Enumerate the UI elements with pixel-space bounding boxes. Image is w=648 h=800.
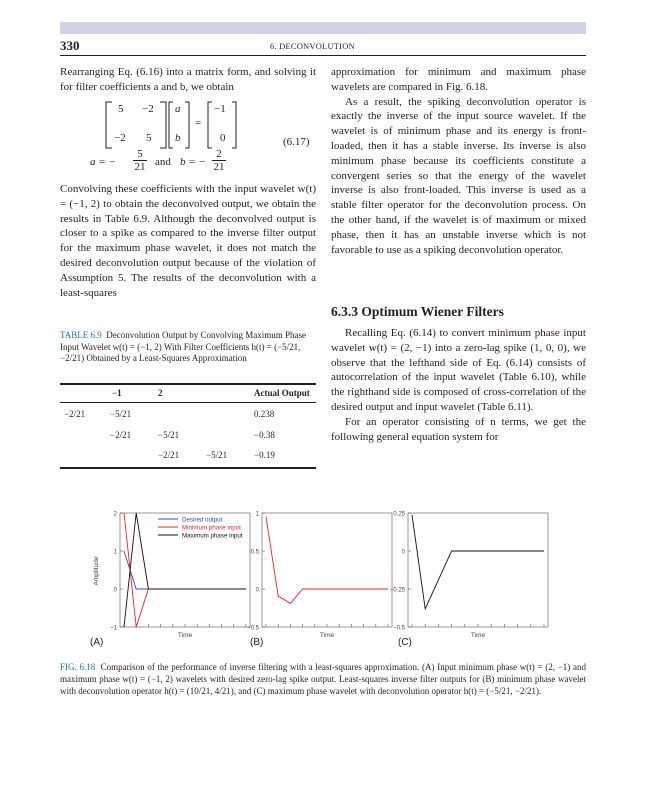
figure-label: FIG. 6.18 (60, 662, 96, 672)
table-header-2: 2 (158, 388, 163, 398)
x1: a (175, 103, 181, 115)
m22: 5 (146, 132, 152, 144)
x-axis-label: Time (319, 632, 335, 639)
y-axis-label: Amplitude (93, 556, 100, 586)
left-intro: Rearranging Eq. (6.16) into a matrix form, and solving it for filter coefficients a and b, we obtain (60, 66, 316, 93)
table-cell-output: −0.19 (254, 450, 275, 460)
solution-a-lhs: a = − (90, 156, 116, 168)
right-paragraphs-2 (331, 326, 586, 444)
y-tick-label: −0.5 (247, 625, 259, 632)
series-line-minimum-phase-output (266, 517, 388, 604)
figure-svg (60, 505, 586, 655)
y-tick-label: 0.5 (250, 549, 259, 556)
table-cell: −5/21 (110, 409, 132, 419)
table-cell: −2/21 (64, 409, 86, 419)
y-tick-label: 2 (113, 511, 117, 518)
m11: 5 (118, 103, 124, 115)
y-tick-label: 0.25 (393, 511, 405, 518)
panel-frame (262, 513, 392, 627)
table-top-rule (60, 383, 316, 385)
equation-label: (6.17) (283, 136, 310, 148)
m12: −2 (142, 103, 154, 115)
left-paragraph: Convolving these coefficients with the input wavelet w(t) = (−1, 2) to obtain the deconvolved output, we obtain the results in Table 6.9. Although the deconvolved output is closer to a spike as compared to the inverse filter output for the maximum phase wavelet, it does not match the desired deconvolution output because of the violation of Assumption 5. The results of the deconvolution with a least-squares (60, 183, 316, 299)
solution-and: and (155, 156, 171, 168)
y-tick-label: 1 (113, 549, 117, 556)
right-para-1: approximation for minimum and maximum phase wavelets are compared in Fig. 6.18. (331, 66, 586, 93)
table-bottom-rule (60, 467, 316, 469)
equals: = (195, 117, 202, 129)
r1: −1 (214, 103, 226, 115)
y-tick-label: 0 (255, 587, 259, 594)
table-header-rule (60, 402, 316, 403)
table-cell: −2/21 (158, 450, 180, 460)
table-cell: −5/21 (206, 450, 228, 460)
solution-b-fraction: $\frac{2}{21}$ (213, 148, 225, 173)
header-bar (60, 22, 586, 34)
table-cell: −5/21 (158, 430, 180, 440)
y-tick-label: −0.25 (389, 587, 405, 594)
page-number: 330 (60, 38, 80, 53)
section-title: 6.3.3 Optimum Wiener Filters (331, 304, 504, 319)
x-axis-label: Time (177, 632, 193, 639)
table-label: TABLE 6.9 (60, 330, 102, 340)
legend-entry: Minimum phase input (182, 524, 241, 532)
panel-label: (B) (250, 637, 264, 648)
y-tick-label: 0 (113, 587, 117, 594)
y-tick-label: −0.5 (393, 625, 405, 632)
r2: 0 (220, 132, 226, 144)
series-line-maximum-phase-output (412, 515, 544, 609)
solution-a-fraction: $\frac{5}{21}$ (134, 148, 146, 173)
right-para-3: Recalling Eq. (6.14) to convert minimum phase input wavelet w(t) = (2, −1) into a zero-lag spike (1, 0, 0), we observe that the lefthand side of Eq. (6.14) consists of autocorrelation of the input wavelet (Table 6.10), while the righthand side is composed of cross-correlation of the desired output and input wavelet (Table 6.11). (331, 327, 586, 413)
right-para-4: For an operator consisting of n terms, we get the following general equation system for (331, 415, 586, 443)
x2: b (175, 132, 181, 144)
right-para-2: As a result, the spiking deconvolution operator is exactly the inverse of the input source wavelet. If the wavelet is of minimum phase and its energy is front-loaded, then it has a stable inverse. Its inverse is also minimum phase because its coefficients constitute a convergent series so that the energy of the wavelet inverse is also front-loaded. This inverse is used as a stable filter operator for the deconvolution process. On the other hand, if the wavelet is of maximum or mixed phase, then it has an unstable inverse which is not favorable to use as a spiking deconvolution operator. (331, 95, 586, 256)
solution-b-lhs: b = − (180, 156, 206, 168)
panel-label: (A) (90, 637, 104, 648)
right-paragraphs (331, 65, 586, 257)
table-cell-output: 0.238 (254, 409, 275, 419)
y-tick-label: 0 (401, 549, 405, 556)
panel-frame (408, 513, 548, 627)
figure-caption: FIG. 6.18 Comparison of the performance of inverse filtering with a least-squares approximation. (A) Input minimum phase w(t) = (2, −1) and maximum phase w(t) = (−1, 2) wavelets with desired zero-lag spike output. Least-squares inverse filter outputs for (B) minimum phase wavelet with deconvolution operator h(t) = (10/21, 4/21), and (C) maximum phase wavelet with deconvolution operator h(t) = (−5/21, −2/21). (60, 662, 586, 696)
table-caption: TABLE 6.9 Deconvolution Output by Convolving Maximum Phase Input Wavelet w(t) = (−1, 2) With Filter Coefficients h(t) = (−5/21, −2/21) Obtained by a Least-Squares Approximation (60, 330, 307, 363)
table-header-output: Actual Output (254, 388, 310, 398)
x-axis-label: Time (470, 632, 486, 639)
table-cell: −2/21 (110, 430, 132, 440)
legend-entry: Maximum phase input (182, 532, 243, 540)
table-cell-output: −0.38 (254, 430, 275, 440)
header-rule (60, 55, 586, 56)
legend-entry: Desired output (182, 516, 223, 524)
table-header-1: −1 (112, 388, 122, 398)
running-head: 6. DECONVOLUTION (270, 41, 355, 51)
y-tick-label: 1 (255, 511, 259, 518)
series-line-desired-output (124, 551, 246, 589)
y-tick-label: −1 (110, 625, 117, 632)
m21: −2 (114, 132, 126, 144)
panel-label: (C) (398, 637, 412, 648)
figure-6-18 (60, 505, 586, 660)
